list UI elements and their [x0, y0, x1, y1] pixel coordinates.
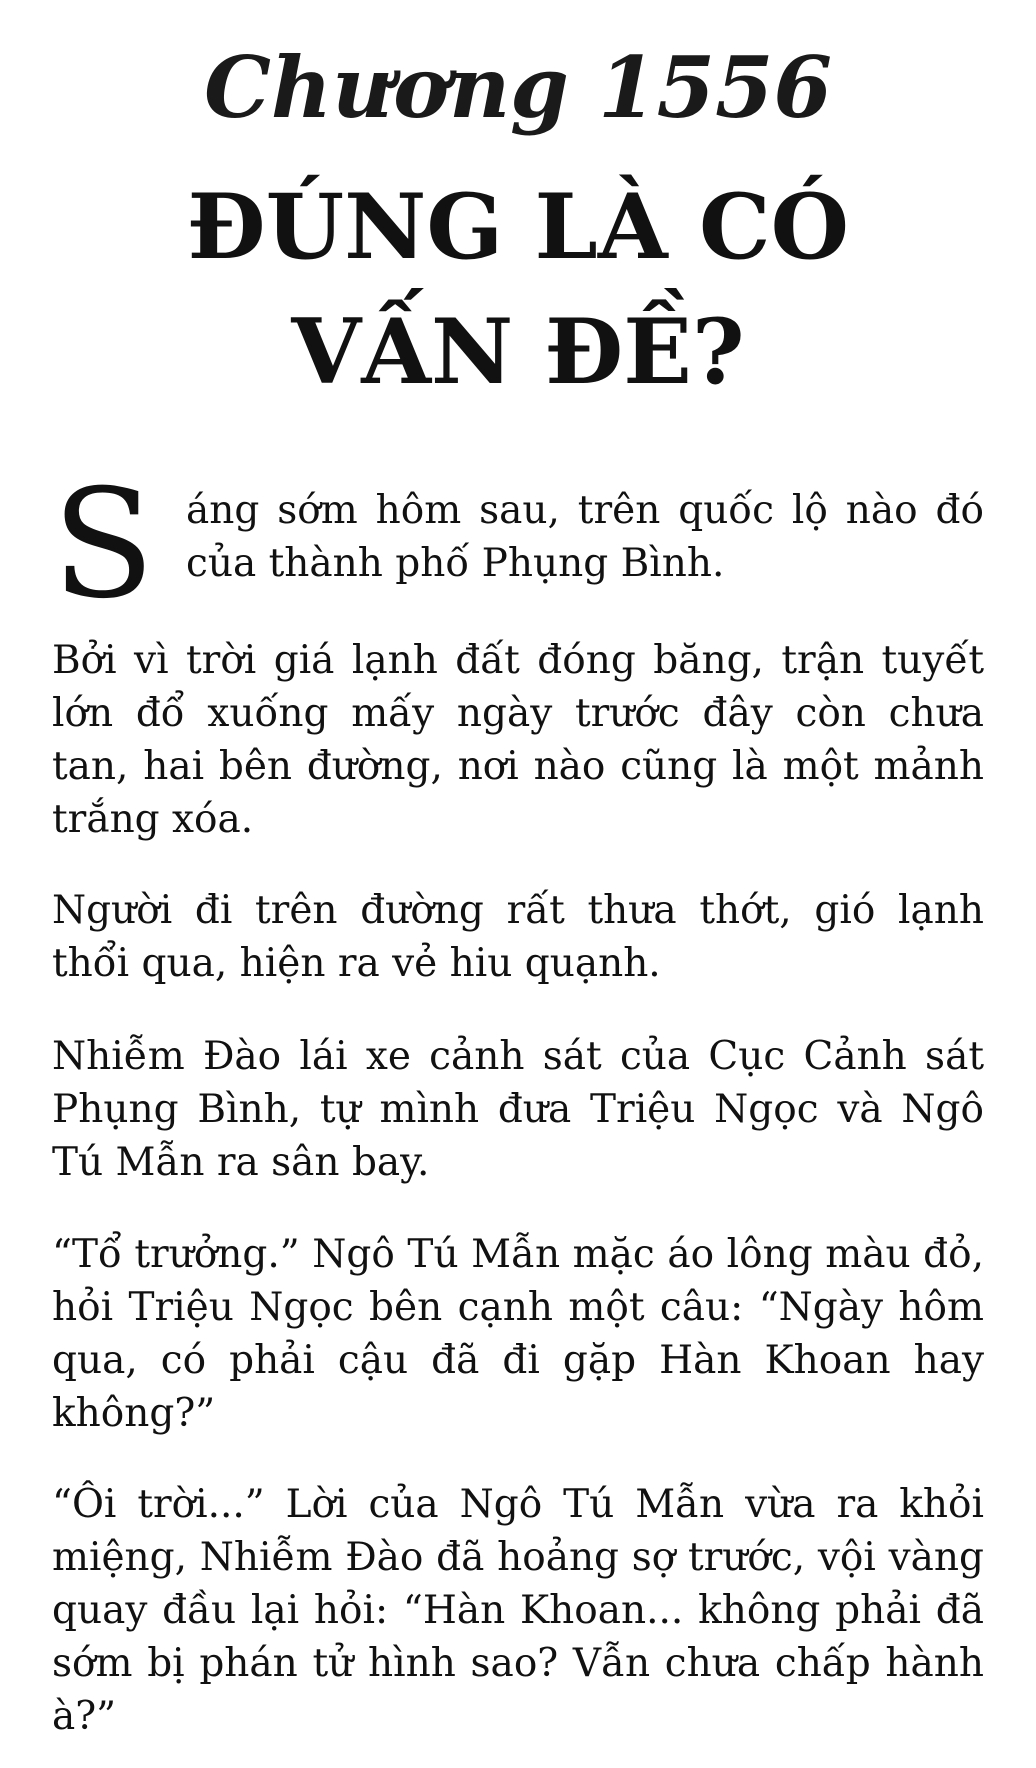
- paragraph-2: Bởi vì trời giá lạnh đất đóng băng, trận tuyết lớn đổ xuống mấy ngày trước đây còn chưa tan, hai bên đường, nơi nào cũng là một mảnh trắng xóa.: [52, 638, 984, 842]
- paragraph-5: “Tổ trưởng.” Ngô Tú Mẫn mặc áo lông màu đỏ, hỏi Triệu Ngọc bên cạnh một câu: “Ngày hôm qua, có phải cậu đã đi gặp Hàn Khoan hay không?”: [52, 1232, 984, 1436]
- chapter-number: Chương 1556: [204, 38, 832, 137]
- first-paragraph: áng sớm hôm sau, trên quốc lộ nào đó của thành phố Phụng Bình.: [186, 488, 984, 586]
- paragraph-4: Nhiễm Đào lái xe cảnh sát của Cục Cảnh sát Phụng Bình, tự mình đưa Triệu Ngọc và Ngô Tú Mẫn ra sân bay.: [52, 1034, 984, 1185]
- drop-cap-letter: S: [52, 458, 155, 632]
- paragraph-3: Người đi trên đường rất thưa thớt, gió lạnh thổi qua, hiện ra vẻ hiu quạnh.: [52, 888, 984, 986]
- chapter-title: ĐÚNG LÀ CÓ VẤN ĐỀ?: [186, 174, 850, 405]
- paragraph-6: “Ôi trời...” Lời của Ngô Tú Mẫn vừa ra khỏi miệng, Nhiễm Đào đã hoảng sợ trước, vội vàng quay đầu lại hỏi: “Hàn Khoan... không phải đã sớm bị phán tử hình sao? Vẫn chưa chấp hành à?”: [52, 1482, 984, 1739]
